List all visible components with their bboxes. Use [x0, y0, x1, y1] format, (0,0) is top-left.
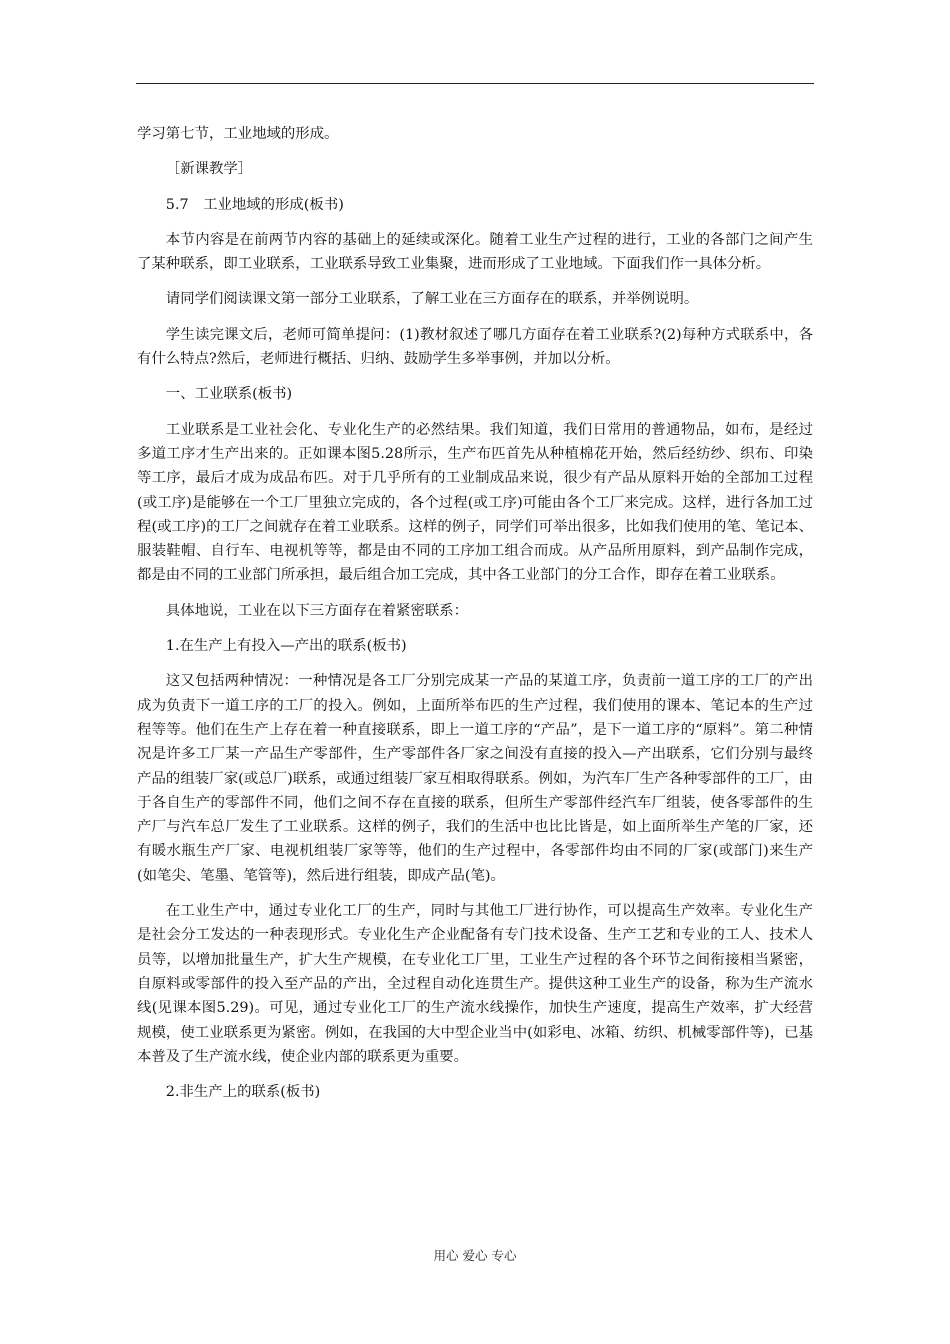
heading-input-output: 1.在生产上有投入—产出的联系(板书)	[165, 638, 407, 655]
paragraph-two-cases: 这又包括两种情况：一种情况是各工厂分别完成某一产品的某道工序，负责前一道工序的工厂的产出成为负责下一道工序的工厂的投入。例如，上面所举布匹的生产过程，我们使用的课本、笔记本的生产过程等等。他们在生产上存在着一种直接联系，即上一道工序的“产品”，是下一道工序的“原料”。第二种情况是许多工厂某一产品生产零部件，生产零部件各厂家之间没有直接的投入—产出联系，它们分别与最终产品的组装厂家(或总厂)联系，或通过组装厂家互相取得联系。例如，为汽车厂生产各种零部件的工厂，由于各自生产的零部件不同，他们之间不存在直接的联系，但所生产零部件经汽车厂组装，使各零部件的生产厂与汽车总厂发生了工业联系。这样的例子，我们的生活中也比比皆是，如上面所举生产笔的厂家，还有暖水瓶生产厂家、电视机组装厂家等等，他们的生产过程中，各零部件均由不同的厂家(或部门)来生产(如笔尖、笔墨、笔管等)，然后进行组装，即成产品(笔)。	[137, 673, 813, 884]
paragraph-linkage-explained: 工业联系是工业社会化、专业化生产的必然结果。我们知道，我们日常用的普通物品，如布，是经过多道工序才生产出来的。正如课本图5.28所示，生产布匹首先从种植棉花开始，然后经纺纱、织布、印染等工序，最后才成为成品布匹。对于几乎所有的工业制成品来说，很少有产品从原料开始的全部加工过程(或工序)是能够在一个工厂里独立完成的，各个过程(或工序)可能由各个工厂来完成。这样，进行各加工过程(或工序)的工厂之间就存在着工业联系。这样的例子，同学们可举出很多，比如我们使用的笔、笔记本、服装鞋帽、自行车、电视机等等，都是由不同的工序加工组合而成。从产品所用原料，到产品制作完成，都是由不同的工业部门所承担，最后组合加工完成，其中各工业部门的分工合作，即存在着工业联系。	[137, 421, 813, 584]
paragraph-three-aspects: 具体地说，工业在以下三方面存在着紧密联系：	[165, 602, 469, 619]
document-body	[137, 122, 813, 1115]
section-marker-new-lesson: ［新课教学］	[165, 161, 253, 178]
paragraph-reading-task: 请同学们阅读课文第一部分工业联系，了解工业在三方面存在的联系，并举例说明。	[165, 291, 699, 308]
header-rule	[136, 83, 814, 84]
heading-non-production: 2.非生产上的联系(板书)	[165, 1084, 321, 1101]
lesson-title: 5.7 工业地域的形成(板书)	[165, 196, 344, 213]
paragraph-intro: 学习第七节，工业地域的形成。	[137, 126, 339, 142]
page-footer: 用心 爱心 专心	[433, 1248, 517, 1263]
paragraph-overview: 本节内容是在前两节内容的基础上的延续或深化。随着工业生产过程的进行，工业的各部门之间产生了某种联系，即工业联系，工业联系导致工业集聚，进而形成了工业地域。下面我们作一具体分析。	[137, 231, 813, 273]
paragraph-specialization: 在工业生产中，通过专业化工厂的生产，同时与其他工厂进行协作，可以提高生产效率。专业化生产是社会分工发达的一种表现形式。专业化生产企业配备有专门技术设备、生产工艺和专业的工人、技术人员等，以增加批量生产，扩大生产规模，在专业化工厂里，工业生产过程的各个环节之间衔接相当紧密，自原料或零部件的投入至产品的产出，全过程自动化连贯生产。提供这种工业生产的设备，称为生产流水线(见课本图5.29)。可见，通过专业化工厂的生产流水线操作，加快生产速度，提高生产效率，扩大经营规模，使工业联系更为紧密。例如，在我国的大中型企业当中(如彩电、冰箱、纺织、机械零部件等)，已基本普及了生产流水线，使企业内部的联系更为重要。	[137, 903, 813, 1065]
heading-industrial-linkage: 一、工业联系(板书)	[165, 386, 293, 403]
paragraph-questions: 学生读完课文后，老师可简单提问：(1)教材叙述了哪几方面存在着工业联系?(2)每种方式联系中，各有什么特点?然后，老师进行概括、归纳、鼓励学生多举事例，并加以分析。	[137, 326, 813, 368]
